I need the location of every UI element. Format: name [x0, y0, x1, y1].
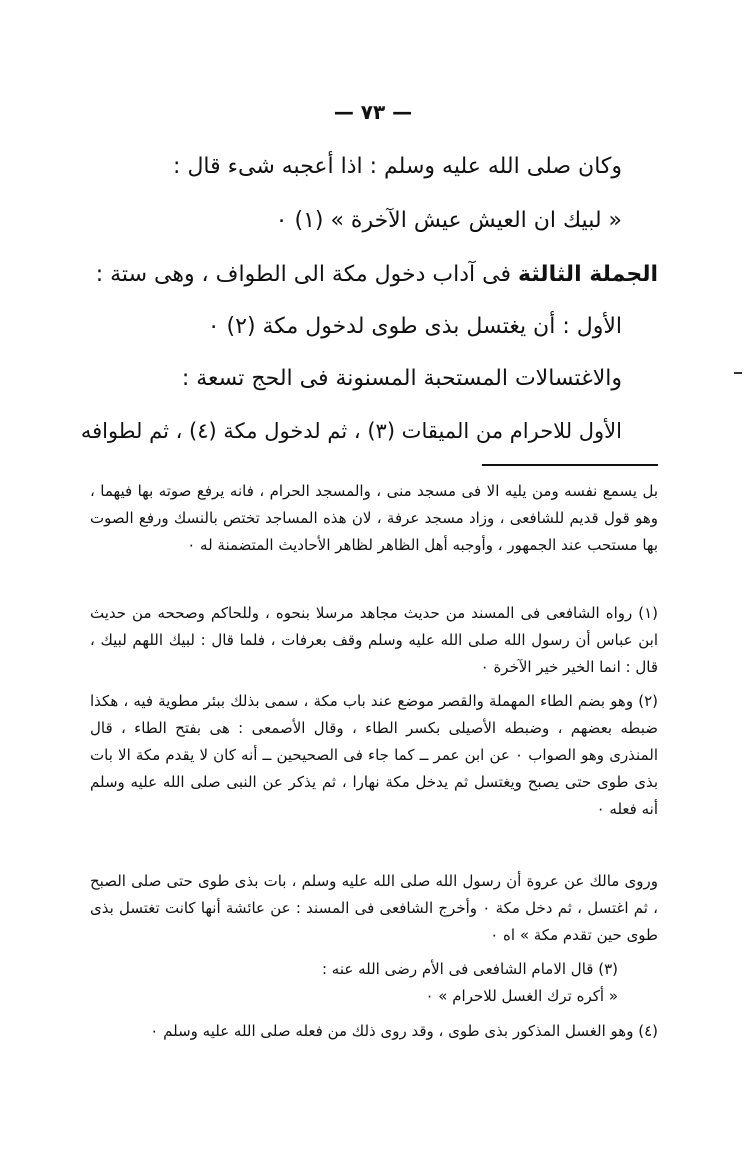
footnote-continuation: بل يسمع نفسه ومن يليه الا فى مسجد منى ، والمسجد الحرام ، فانه يرفع صوته بها فيهما ، وهو قول قديم للشافعى ، وزاد مسجد عرفة ، لان هذه المساجد تختص بالنسك ورفع الصوت بها مستحب عند الجمهور ، وأوجبه أهل الظاهر لظاهر الأحاديث المتضمنة له ٠	[90, 482, 658, 554]
section-heading-text: ﻓﻰ آداب دخول مكة الى الطواف ، وهى ستة :	[95, 262, 511, 287]
footnote-3-line-2: « أكره ترك الغسل للاحرام » ٠	[425, 987, 618, 1005]
section-heading-line	[95, 258, 658, 292]
margin-mark	[734, 372, 742, 374]
section-heading: الجملة الثالثة	[517, 262, 658, 287]
footnote-separator	[482, 464, 658, 466]
footnote-3-line-1: (٣) قال الامام الشافعى فى الأم رضى الله عنه :	[321, 960, 618, 978]
footnote-2-continuation: وروى مالك عن عروة أن رسول الله صلى الله عليه وسلم ، بات بذى طوى حتى صلى الصبح ، ثم اغتسل ، ثم دخل مكة ٠ وأخرج الشافعى فى المسند : عن عائشة أنها كانت تغتسل بذى طوى حين تقدم مكة » اه ٠	[90, 872, 658, 944]
main-line-5: والاغتسالات المستحبة المسنونة فى الحج تسعة :	[181, 366, 622, 391]
main-line-4: الأول : أن يغتسل بذى طوى لدخول مكة (٢) ٠	[207, 314, 622, 339]
main-line-2: « لبيك ان العيش عيش الآخرة » (١) ٠	[275, 208, 622, 233]
footnote-2: (٢) وهو بضم الطاء المهملة والقصر موضع عند باب مكة ، سمى بذلك ببئر مطوية فيه ، هكذا ضبطه بعضهم ، وضبطه الأصيلى بكسر الطاء ، وقال الأصمعى : هى بفتح الطاء ، قال المنذرى وهو الصواب ٠ عن ابن عمر ــ كما جاء فى الصحيحين ــ أنه كان لا يقدم مكة الا بات بذى طوى حتى يصبح ويغتسل ثم يدخل مكة نهارا ، ثم يذكر عن النبى صلى الله عليه وسلم أنه فعله ٠	[90, 692, 658, 818]
main-line-6: الأول للاحرام من الميقات (٣) ، ثم لدخول مكة (٤) ، ثم لطوافه	[80, 419, 622, 443]
footnote-1: (١) رواه الشافعى فى المسند من حديث مجاهد مرسلا بنحوه ، وللحاكم وصححه من حديث ابن عباس أن رسول الله صلى الله عليه وسلم وقف بعرفات ، فلما قال : لبيك اللهم لبيك ، قال : انما الخير خير الآخرة ٠	[90, 604, 658, 676]
page-number: — ٧٣ —	[333, 100, 413, 124]
main-line-1: وكان صلى الله عليه وسلم : اذا أعجبه شىء قال :	[173, 154, 622, 179]
footnote-4: (٤) وهو الغسل المذكور بذى طوى ، وقد روى ذلك من فعله صلى الله عليه وسلم ٠	[150, 1022, 658, 1040]
